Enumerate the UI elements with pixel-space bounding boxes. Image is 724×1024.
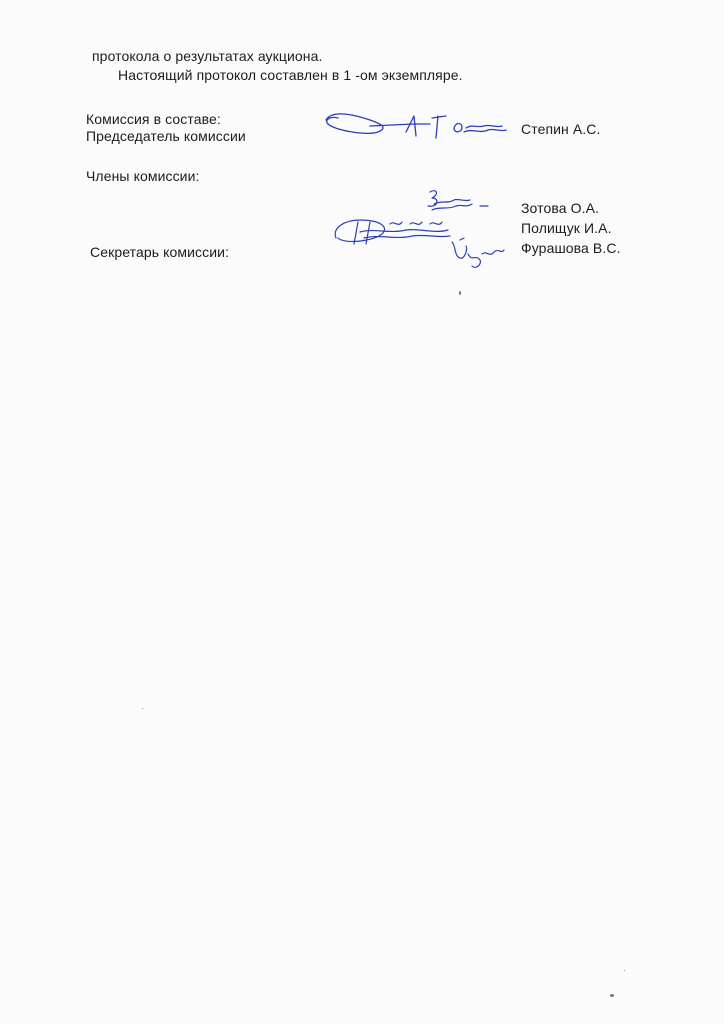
scan-speck xyxy=(610,994,614,997)
chair-name: Степин А.С. xyxy=(521,121,601,137)
secretary-label: Секретарь комиссии: xyxy=(90,244,230,260)
member-signature-polishchuk xyxy=(330,208,460,252)
text-line-copies: Настоящий протокол составлен в 1 -ом экземпляре. xyxy=(118,67,463,83)
scan-speck xyxy=(459,291,461,295)
text-line-auction-protocol: протокола о результатах аукциона. xyxy=(92,48,323,64)
member-name-zotova: Зотова О.А. xyxy=(521,200,600,216)
member-signature-furashova xyxy=(446,236,510,276)
scan-speck xyxy=(624,970,625,971)
chair-label: Председатель комиссии xyxy=(86,128,246,144)
member-name-polishchuk: Полищук И.А. xyxy=(521,220,612,236)
chair-signature xyxy=(322,106,512,150)
commission-label: Комиссия в составе: xyxy=(86,111,221,127)
members-label: Члены комиссии: xyxy=(86,168,200,184)
member-name-furashova: Фурашова В.С. xyxy=(521,240,621,256)
scan-speck xyxy=(142,708,143,709)
